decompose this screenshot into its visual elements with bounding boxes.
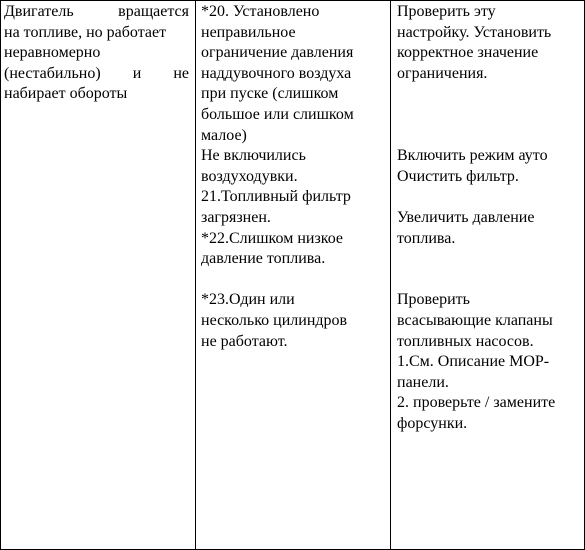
remedy-line: настройку. Установить <box>397 23 552 41</box>
cause-line: Не включились <box>201 147 306 165</box>
cause-line: наддувочного воздуха <box>201 64 352 82</box>
cause-line: *22.Слишком низкое <box>201 229 344 247</box>
causes-cell <box>201 2 387 352</box>
remedy-line: топлива. <box>397 229 456 247</box>
cause-line: неправильное <box>201 23 296 41</box>
remedy-line <box>397 126 581 147</box>
remedy-line: топливных насосов. <box>397 332 534 350</box>
cause-line: давление топлива. <box>201 250 326 268</box>
symptom-line: набирает обороты <box>4 85 128 103</box>
cause-line: *23.Один или <box>201 291 295 309</box>
cause-line: воздуходувки. <box>201 167 298 185</box>
table-border-left <box>0 0 1 550</box>
symptom-cell <box>4 2 189 105</box>
cause-line: *20. Установлено <box>201 3 320 20</box>
symptom-line: неравномерно <box>4 44 101 62</box>
cause-line <box>201 270 387 291</box>
cause-line: малое) <box>201 126 247 144</box>
column-divider-1 <box>195 0 196 550</box>
remedy-line: Проверить эту <box>397 3 496 20</box>
remedy-line: 1.См. Описание МОР- <box>397 353 550 371</box>
remedy-line <box>397 105 581 126</box>
table-border-top <box>0 0 585 1</box>
remedy-line: 2. проверьте / замените <box>397 394 556 412</box>
remedy-line: панели. <box>397 373 449 391</box>
cause-line: при пуске (слишком <box>201 85 339 103</box>
remedy-line <box>397 270 581 291</box>
symptom-line: на топливе, но работает <box>4 23 167 41</box>
remedies-cell <box>397 2 581 434</box>
remedy-line: Включить режим ауто <box>397 147 548 165</box>
cause-line: 21.Топливный фильтр <box>201 188 351 206</box>
remedy-line: Проверить <box>397 291 470 309</box>
remedy-line <box>397 249 581 270</box>
cause-line: несколько цилиндров <box>201 311 348 329</box>
cause-line: большое или слишком <box>201 105 354 123</box>
remedy-line: Увеличить давление <box>397 208 535 226</box>
remedy-line: форсунки. <box>397 414 468 432</box>
symptom-line: Двигатель вращается <box>4 3 189 20</box>
remedy-line: Очистить фильтр. <box>397 167 519 185</box>
remedy-line: всасывающие клапаны <box>397 311 553 329</box>
remedy-line <box>397 187 581 208</box>
cause-line: ограничение давления <box>201 44 354 62</box>
remedy-line <box>397 84 581 105</box>
symptom-line: (нестабильно) и не <box>4 64 189 82</box>
cause-line: не работают. <box>201 332 288 350</box>
remedy-line: корректное значение <box>397 44 539 62</box>
column-divider-2 <box>390 0 391 550</box>
remedy-line: ограничения. <box>397 64 488 82</box>
cause-line: загрязнен. <box>201 208 271 226</box>
